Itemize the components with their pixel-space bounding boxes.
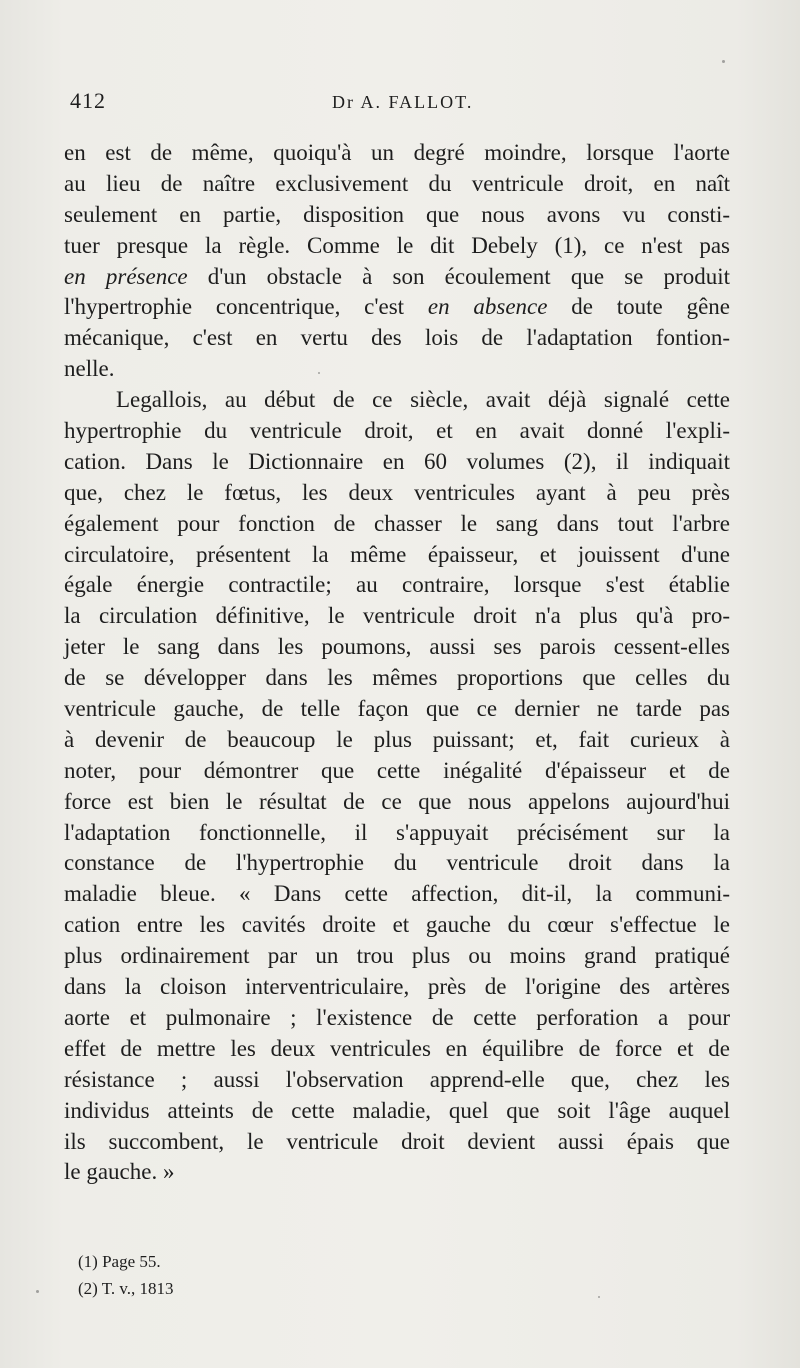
page-number: 412: [70, 88, 106, 113]
text-line: constance de l'hypertrophie du ventricule droit dans la: [64, 850, 730, 876]
text-line: circulatoire, présentent la même épaisseur, et jouissent d'une: [64, 541, 730, 567]
text-line: également pour fonction de chasser le sang dans tout l'arbre: [64, 510, 730, 536]
text-line: résistance ; aussi l'observation apprend-elle que, chez les: [64, 1066, 730, 1092]
footnote-1: (1) Page 55.: [78, 1252, 161, 1271]
footnotes: [78, 1248, 478, 1302]
paper-speck: [36, 1290, 39, 1293]
text-line: mécanique, c'est en vertu des lois de l'adaptation fontion-: [64, 325, 730, 351]
text-line: aorte et pulmonaire ; l'existence de cette perforation a pour: [64, 1004, 730, 1030]
text-line: de se développer dans les mêmes proportions que celles du: [64, 665, 730, 691]
text-line: cation. Dans le Dictionnaire en 60 volumes (2), il indiquait: [64, 448, 730, 474]
text-line: à devenir de beaucoup le plus puissant; et, fait curieux à: [64, 726, 730, 752]
text-line: en est de même, quoiqu'à un degré moindre, lorsque l'aorte: [64, 140, 730, 165]
text-line: hypertrophie du ventricule droit, et en avait donné l'expli-: [64, 418, 730, 444]
italic-phrase: en présence: [64, 263, 188, 289]
text-line: l'adaptation fonctionnelle, il s'appuyait précisément sur la: [64, 819, 730, 845]
italic-phrase: en absence: [427, 294, 548, 320]
text-line: que, chez le fœtus, les deux ventricules ayant à peu près: [64, 479, 730, 505]
body-text: [64, 138, 730, 1188]
text-line: effet de mettre les deux ventricules en équilibre de force et de: [64, 1035, 730, 1061]
text-line: plus ordinairement par un trou plus ou moins grand pratiqué: [64, 943, 730, 969]
paper-speck: [722, 60, 725, 63]
text-line: seulement en partie, disposition que nous avons vu consti-: [64, 201, 730, 227]
text-line: ils succombent, le ventricule droit devient aussi épais que: [64, 1128, 730, 1154]
text-line: dans la cloison interventriculaire, près de l'origine des artères: [64, 974, 730, 1000]
text-line: jeter le sang dans les poumons, aussi ses parois cessent-elles: [64, 634, 730, 660]
paper-speck: [598, 1296, 600, 1298]
text-line: individus atteints de cette maladie, quel que soit l'âge auquel: [64, 1097, 730, 1123]
text-line: noter, pour démontrer que cette inégalité d'épaisseur et de: [64, 757, 730, 783]
text-line: au lieu de naître exclusivement du ventricule droit, en naît: [64, 170, 730, 196]
paper-speck: [318, 372, 320, 374]
page-header: [70, 88, 730, 122]
text-line: force est bien le résultat de ce que nous appelons aujourd'hui: [64, 788, 730, 814]
text-line: égale énergie contractile; au contraire, lorsque s'est établie: [64, 572, 730, 598]
text-line: [64, 292, 730, 323]
text-line: maladie bleue. « Dans cette affection, dit-il, la communi-: [64, 881, 730, 907]
text-line: tuer presque la règle. Comme le dit Debely (1), ce n'est pas: [64, 232, 730, 258]
text-line: cation entre les cavités droite et gauche du cœur s'effectue le: [64, 912, 730, 938]
text-segment: de toute gêne: [547, 294, 730, 320]
text-line: la circulation définitive, le ventricule droit n'a plus qu'à pro-: [64, 603, 730, 629]
text-segment: l'hypertrophie concentrique, c'est: [64, 294, 428, 320]
text-line: Legallois, au début de ce siècle, avait déjà signalé cette: [116, 387, 730, 413]
text-line: [64, 262, 730, 293]
footnote-2: (2) T. v., 1813: [78, 1279, 174, 1298]
text-line: nelle.: [64, 356, 115, 382]
text-line: ventricule gauche, de telle façon que ce dernier ne tarde pas: [64, 696, 730, 722]
running-head: Dr A. FALLOT.: [332, 92, 474, 112]
text-segment: d'un obstacle à son écoulement que se produit: [187, 263, 730, 289]
text-line: le gauche. »: [64, 1159, 175, 1185]
